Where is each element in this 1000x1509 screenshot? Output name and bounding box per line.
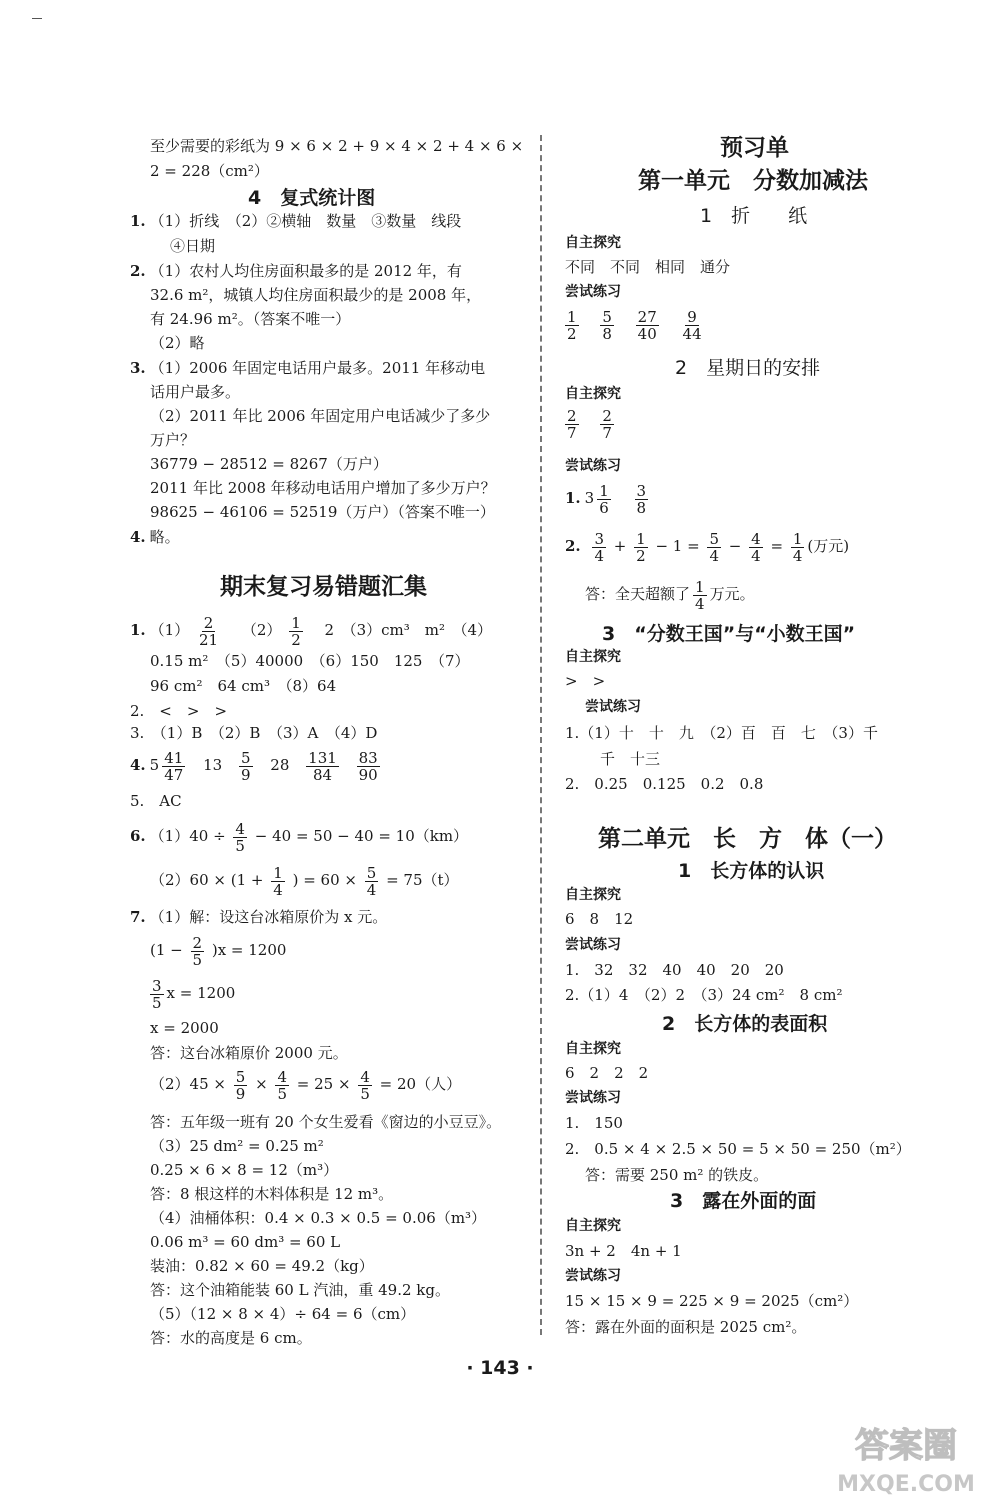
fraction-row [565,405,617,441]
corner-mark [32,18,42,19]
text-line: 装油：0.82 × 60 = 49.2（kg） [150,1257,374,1275]
text-line: 2 = 228（cm²） [150,162,269,180]
section-title: 期末复习易错题汇集 [220,574,427,600]
fraction: $\frac{2}{5}$ [192,933,203,969]
fraction: $\frac{83}{90}$ [358,748,378,784]
question-item: 1. 32 32 40 40 20 20 [565,961,784,979]
question-item: 7. （1）解：设这台冰箱原价为 x 元。 [130,908,388,926]
answer-line: 答：露在外面的面积是 2025 cm²。 [565,1318,807,1336]
question-item: 6. （1）40 ÷ $\frac{4}{5}$ − 40 = 50 − 40 = 10（km） [130,819,469,855]
fraction: $\frac{1}{2}$ [291,613,301,649]
fraction-row [565,306,707,342]
fraction: $\frac{3}{4}$ [594,529,604,565]
fraction: $\frac{1}{4}$ [792,529,803,565]
subheading: 尝试练习 [565,1268,621,1284]
answer-line: 答：全天超额了 $\frac{1}{4}$ 万元。 [585,577,755,613]
subheading: 尝试练习 [565,284,621,300]
text-line: 0.15 m² （5）40000 （6）150 125 （7） [150,652,470,670]
text-line: 不同 不同 相同 通分 [565,258,731,276]
subheading: 尝试练习 [565,937,621,953]
section-title: 2 长方体的表面积 [662,1013,828,1035]
text-line: 答：这个油箱能装 60 L 汽油，重 49.2 kg。 [150,1281,450,1299]
question-item: 3. （1）B （2）B （3）A （4）D [130,724,378,742]
text-line: 15 × 15 × 9 = 225 × 9 = 2025（cm²） [565,1292,859,1310]
text-line: （5）（12 × 8 × 4）÷ 64 = 6（cm） [150,1305,416,1323]
subheading: 自主探究 [565,235,621,251]
fraction: $\frac{1}{4}$ [273,863,283,899]
fraction: $\frac{5}{9}$ [235,1067,246,1103]
question-item: 5. AC [130,792,182,810]
fraction: $\frac{1}{2}$ [567,307,577,343]
subheading: 自主探究 [565,887,621,903]
subheading: 尝试练习 [565,458,621,474]
unit-title: 第二单元 长 方 体（一） [598,826,897,852]
fraction: $\frac{5}{4}$ [709,529,720,565]
text-line: 千 十三 [600,750,661,768]
text-line: 96 cm² 64 cm³ （8）64 [150,677,337,695]
equation: （2）45 × $\frac{5}{9}$ × $\frac{4}{5}$ = 25 × $\frac{4}{5}$ = 20（人） [150,1067,462,1103]
text-line: 答：8 根这样的木料体积是 12 m³。 [150,1185,394,1203]
fraction: $\frac{5}{8}$ [602,307,612,343]
text-line: 万户？ [150,431,196,449]
column-divider [540,135,542,1335]
text-line: 0.25 × 6 × 8 = 12（m³） [150,1161,339,1179]
question-item: 1. 3 $\frac{1}{6}$ $\frac{3}{8}$ [565,481,647,517]
question-item: 2. （1）农村人均住房面积最多的是 2012 年，有 [130,262,462,280]
watermark-text: 答案圈 [855,1426,957,1466]
text-line: 3n + 2 4n + 1 [565,1242,682,1260]
question-item: 1. （1）折线 （2）②横轴 数量 ③数量 线段 [130,212,462,230]
fraction: $\frac{5}{9}$ [240,748,251,784]
equation: (1 − $\frac{2}{5}$ )x = 1200 [150,933,287,969]
page-title: 预习单 [720,135,789,161]
fraction: $\frac{1}{2}$ [636,529,646,565]
fraction: $\frac{4}{4}$ [751,529,761,565]
question-item: 1. 150 [565,1114,623,1132]
text-line: 有 24.96 m²。（答案不唯一） [150,310,351,328]
subheading: 自主探究 [565,649,621,665]
text-line: （2）60 × (1 + $\frac{1}{4}$ ) = 60 × $\frac{5}{4}$ = 75（t） [150,863,459,899]
text-line: 答：五年级一班有 20 个女生爱看《窗边的小豆豆》。 [150,1113,502,1131]
section-title: 3 “分数王国”与“小数王国” [602,623,856,645]
question-item: 1.（1）十 十 九 （2）百 百 七 （3）千 [565,724,878,742]
unit-title: 第一单元 分数加减法 [638,168,868,194]
fraction: $\frac{4}{5}$ [235,819,245,855]
text-line: （3）25 dm² = 0.25 m² [150,1137,324,1155]
page-number: · 143 · [466,1357,534,1379]
text-line: ④日期 [170,237,216,255]
fraction: $\frac{1}{4}$ [695,577,705,613]
fraction: $\frac{1}{6}$ [599,481,609,517]
text-line: 36779 − 28512 = 8267（万户） [150,455,388,473]
question-item: 1. （1） $\frac{2}{21}$ （2） $\frac{1}{2}$ 2 （3）cm³ m² （4） [130,613,493,649]
text-line: 32.6 m²，城镇人均住房面积最少的是 2008 年， [150,286,482,304]
question-item: 3. （1）2006 年固定电话用户最多。2011 年移动电 [130,359,486,377]
question-item: 2. 0.25 0.125 0.2 0.8 [565,775,764,793]
text-line: 答：这台冰箱原价 2000 元。 [150,1044,348,1062]
subheading: 自主探究 [565,1041,621,1057]
text-line: > > [565,672,606,690]
fraction: $\frac{3}{8}$ [636,481,647,517]
section-title: 1 长方体的认识 [678,860,825,882]
section-title: 4 复式统计图 [248,187,376,209]
text-line: 话用户最多。 [150,383,241,401]
text-line: 6 8 12 [565,910,634,928]
fraction: $\frac{5}{4}$ [366,863,377,899]
fraction: $\frac{4}{5}$ [360,1067,370,1103]
question-item: 2. $\frac{3}{4}$ + $\frac{1}{2}$ − 1 = $\frac{5}{4}$ − $\frac{4}{4}$ = $\frac{1}{4}$ (万元) [565,529,850,565]
fraction: $\frac{2}{21}$ [199,613,219,649]
fraction: $\frac{2}{7}$ [567,406,577,442]
text-line: x = 2000 [150,1019,219,1037]
question-item: 2. < > > [130,702,228,720]
subheading: 尝试练习 [565,1090,621,1106]
text-line: 2011 年比 2008 年移动电话用户增加了多少万户？ [150,479,496,497]
subheading: 自主探究 [565,1218,621,1234]
fraction: $\frac{2}{7}$ [602,406,612,442]
question-item: 4. 略。 [130,528,180,546]
equation: $\frac{3}{5}$ x = 1200 [152,976,236,1012]
text-line: （2）2011 年比 2006 年固定用户电话减少了多少 [150,407,491,425]
text-line: 答：水的高度是 6 cm。 [150,1329,312,1347]
fraction: $\frac{3}{5}$ [152,976,162,1012]
fraction: $\frac{4}{5}$ [277,1067,287,1103]
fraction: $\frac{41}{47}$ [164,748,184,784]
fraction: $\frac{9}{44}$ [682,307,702,343]
text-line: 6 2 2 2 [565,1064,649,1082]
text-line: （4）油桶体积：0.4 × 0.3 × 0.5 = 0.06（m³） [150,1209,487,1227]
section-title: 1 折 纸 [700,205,808,227]
section-title: 3 露在外面的面 [670,1190,817,1212]
watermark-logo [836,1411,976,1499]
subheading: 自主探究 [565,386,621,402]
fraction: $\frac{27}{40}$ [637,307,657,343]
fraction: $\frac{131}{84}$ [308,748,337,784]
question-item: 2. 0.5 × 4 × 2.5 × 50 = 5 × 50 = 250（m²） [565,1140,911,1158]
answer-line: 答：需要 250 m² 的铁皮。 [585,1166,769,1184]
text-line: 98625 − 46106 = 52519（万户）（答案不唯一） [150,503,495,521]
text-line: 至少需要的彩纸为 9 × 6 × 2 + 9 × 4 × 2 + 4 × 6 × [150,137,524,155]
text-line: 0.06 m³ = 60 dm³ = 60 L [150,1233,341,1251]
section-title: 2 星期日的安排 [675,357,821,379]
text-line: （2）略 [150,334,205,352]
watermark-domain: MXQE.COM [837,1472,975,1497]
question-item: 2.（1）4 （2）2 （3）24 cm² 8 cm² [565,986,843,1004]
question-item: 4. 5 $\frac{41}{47}$ 13 $\frac{5}{9}$ 28 $\frac{131}{84}$ $\frac{83}{90}$ [130,748,378,784]
subheading: 尝试练习 [585,699,641,715]
